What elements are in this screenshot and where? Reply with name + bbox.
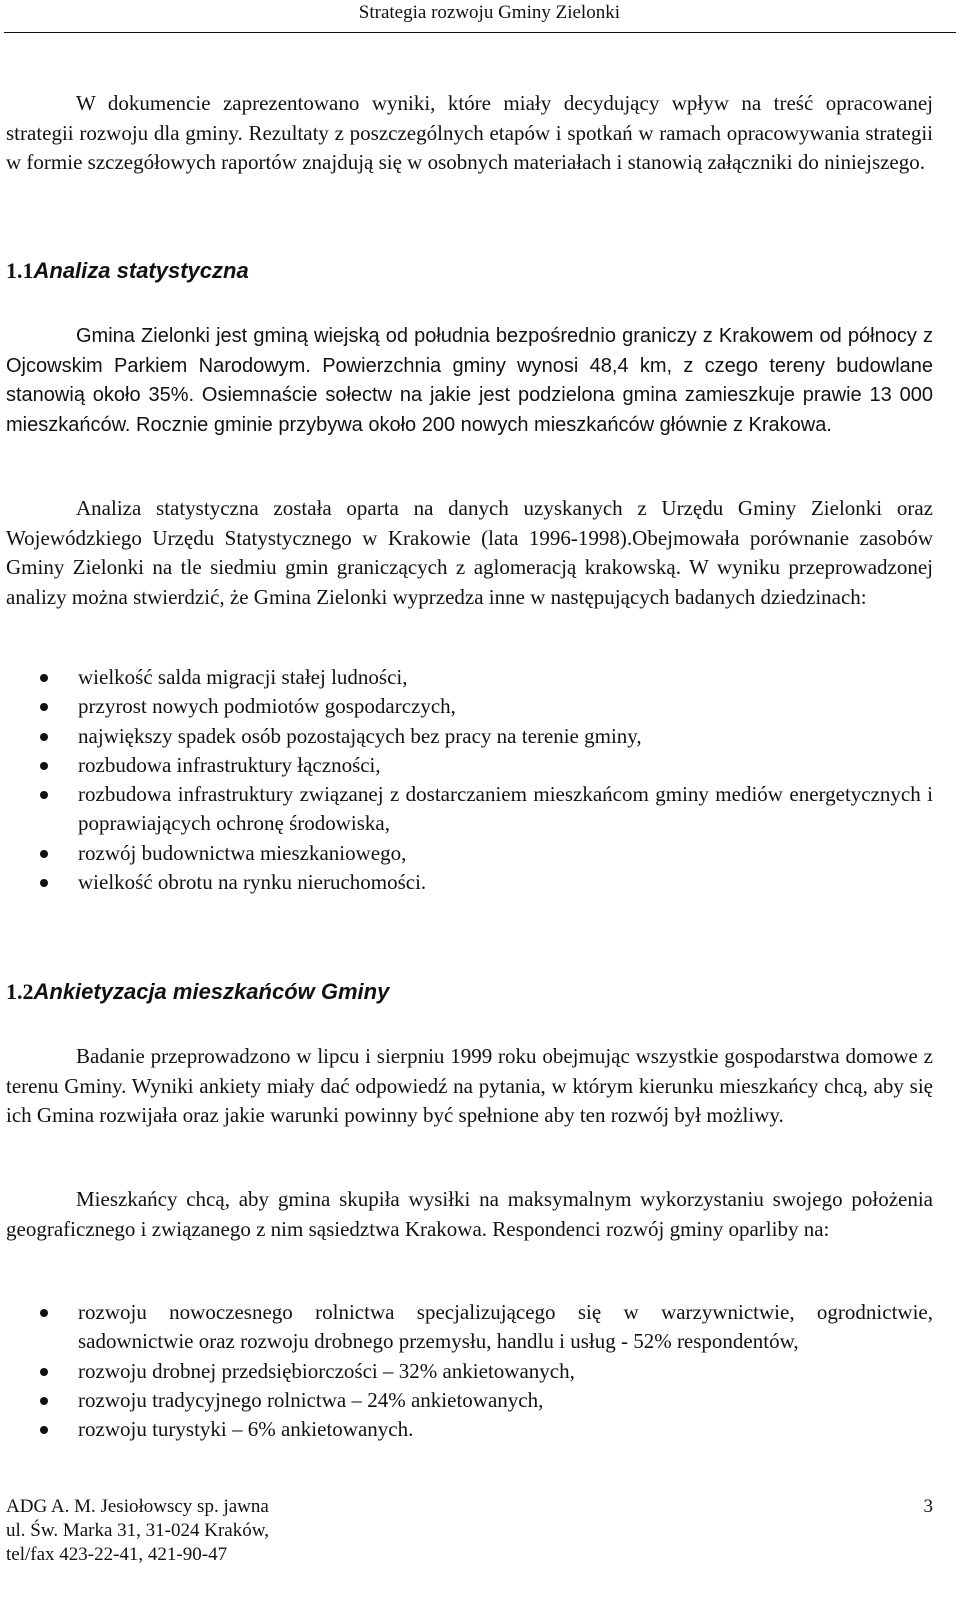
section2-bullet-list — [6, 1298, 933, 1444]
page-header — [0, 0, 960, 36]
list-item: przyrost nowych podmiotów gospodarczych, — [6, 692, 933, 721]
list-item: rozwoju drobnej przedsiębiorczości – 32% ankietowanych, — [6, 1357, 933, 1386]
section-title: Ankietyzacja mieszkańców Gminy — [33, 979, 390, 1004]
section-heading-1-1 — [6, 258, 249, 284]
footer-company: ADG A. M. Jesiołowscy sp. jawna — [6, 1496, 269, 1517]
section-number: 1.1 — [6, 258, 34, 283]
section1-paragraph-1: Gmina Zielonki jest gminą wiejską od południa bezpośrednio graniczy z Krakowem od północy z Ojcowskim Parkiem Narodowym. Powierzchnia gminy wynosi 48,4 km, z czego tereny budowlane stanowią około 35%. Osiemnaście sołectw na jakie jest podzielona gmina zamieszkuje prawie 13 000 mieszkańców. Rocznie gminie przybywa około 200 nowych mieszkańców głównie z Krakowa. — [6, 325, 933, 436]
intro-paragraph: W dokumencie zaprezentowano wyniki, które miały decydujący wpływ na treść opracowanej strategii rozwoju dla gminy. Rezultaty z poszczególnych etapów i spotkań w ramach opracowywania strategii w formie szczegółowych raportów znajdują się w osobnych materiałach i stanowią załączniki do niniejszego. — [6, 91, 933, 174]
section2-paragraph-2: Mieszkańcy chcą, aby gmina skupiła wysiłki na maksymalnym wykorzystaniu swojego położenia geograficznego i związanego z nim sąsiedztwa Krakowa. Respondenci rozwój gminy oparliby na: — [6, 1187, 933, 1241]
bullet-icon — [40, 762, 48, 770]
list-item: wielkość obrotu na rynku nieruchomości. — [6, 868, 933, 897]
list-item: rozwoju nowoczesnego rolnictwa specjalizującego się w warzywnictwie, ogrodnictwie, sadownictwie oraz rozwoju drobnego przemysłu, handlu i usług - 52% respondentów, — [6, 1298, 933, 1357]
header-divider — [4, 32, 956, 33]
section1-bullet-list — [6, 663, 933, 897]
header-title: Strategia rozwoju Gminy Zielonki — [358, 2, 620, 23]
footer-address: ul. Św. Marka 31, 31-024 Kraków, — [6, 1520, 269, 1541]
list-item: rozbudowa infrastruktury łączności, — [6, 751, 933, 780]
page-footer — [6, 1495, 933, 1567]
list-item: rozwój budownictwa mieszkaniowego, — [6, 839, 933, 868]
bullet-icon — [40, 879, 48, 887]
section-heading-1-2 — [6, 979, 389, 1005]
list-item: rozwoju turystyki – 6% ankietowanych. — [6, 1415, 933, 1444]
bullet-icon — [40, 1397, 48, 1405]
bullet-icon — [40, 1368, 48, 1376]
section2-paragraph-1: Badanie przeprowadzono w lipcu i sierpniu 1999 roku obejmując wszystkie gospodarstwa domowe z terenu Gminy. Wyniki ankiety miały dać odpowiedź na pytania, w którym kierunku mieszkańcy chcą, aby się ich Gmina rozwijała oraz jakie warunki powinny być spełnione aby ten rozwój był możliwy. — [6, 1044, 933, 1127]
bullet-icon — [40, 791, 48, 799]
list-item: rozbudowa infrastruktury związanej z dostarczaniem mieszkańcom gminy mediów energetycznych i poprawiających ochronę środowiska, — [6, 780, 933, 839]
section1-paragraph-2: Analiza statystyczna została oparta na danych uzyskanych z Urzędu Gminy Zielonki oraz Wojewódzkiego Urzędu Statystycznego w Krakowie (lata 1996-1998).Obejmowała porównanie zasobów Gminy Zielonki na tle siedmiu gmin graniczących z aglomeracją krakowską. W wyniku przeprowadzonej analizy można stwierdzić, że Gmina Zielonki wyprzedza inne w następujących badanych dziedzinach: — [6, 496, 933, 609]
section-title: Analiza statystyczna — [33, 258, 249, 283]
list-item: rozwoju tradycyjnego rolnictwa – 24% ankietowanych, — [6, 1386, 933, 1415]
page-number: 3 — [923, 1496, 933, 1517]
bullet-icon — [40, 733, 48, 741]
bullet-icon — [40, 850, 48, 858]
bullet-icon — [40, 1309, 48, 1317]
bullet-icon — [40, 1426, 48, 1434]
list-item: największy spadek osób pozostających bez pracy na terenie gminy, — [6, 722, 933, 751]
footer-phone: tel/fax 423-22-41, 421-90-47 — [6, 1544, 228, 1565]
bullet-icon — [40, 703, 48, 711]
bullet-icon — [40, 674, 48, 682]
list-item: wielkość salda migracji stałej ludności, — [6, 663, 933, 692]
section-number: 1.2 — [6, 979, 34, 1004]
